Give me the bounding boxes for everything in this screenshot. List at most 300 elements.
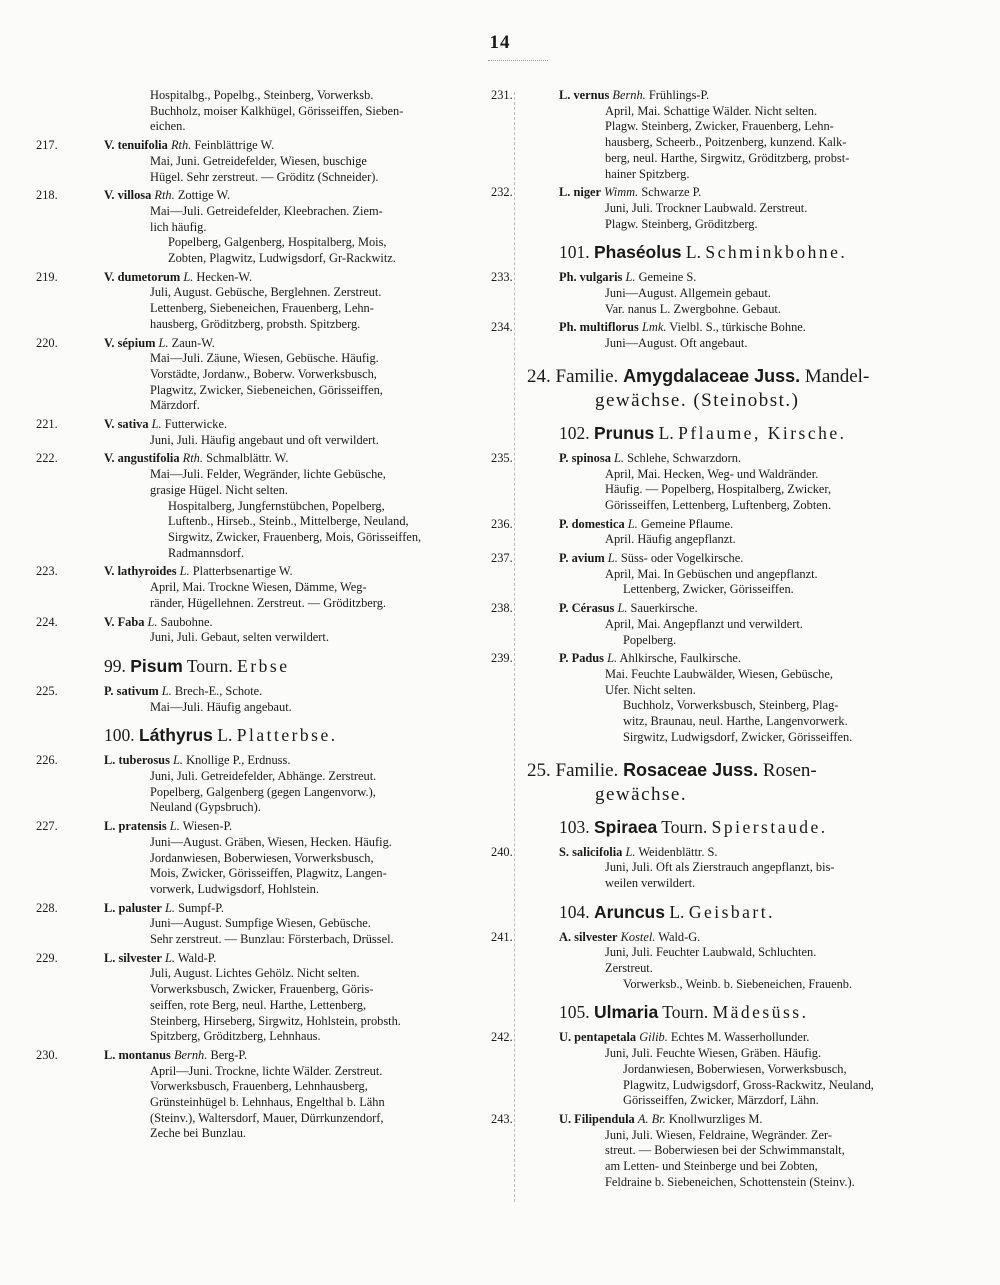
species-number: 243. (491, 1111, 513, 1126)
species-entry (491, 320, 964, 351)
family-heading-line (527, 758, 964, 783)
description-line: Juni, Juli. Häufig angebaut und oft verwildert. (150, 432, 379, 447)
right-column (491, 88, 964, 1193)
species-number: 227. (36, 819, 58, 834)
common-name: Brech-E., Schote. (174, 683, 263, 698)
common-name: Zottige W. (177, 188, 231, 203)
continued-text (72, 88, 504, 135)
genus-abbrev: V. (104, 417, 115, 432)
description-line: Var. nanus L. Zwergbohne. Gebaut. (605, 301, 781, 316)
species-number: 231. (491, 88, 513, 102)
species-header (36, 950, 504, 967)
genus-abbrev: L. (559, 88, 571, 102)
species-header (491, 450, 964, 467)
species-epithet: silvester (574, 929, 618, 944)
species-entry (491, 651, 964, 745)
author: Wimm. (604, 185, 639, 200)
common-name: Gemeine S. (638, 270, 697, 285)
locality-line: Hospitalberg, Jungfernstübchen, Popelberg, (168, 498, 385, 513)
description-line: hausberg, Gröditzberg, probsth. Spitzberg. (150, 316, 361, 331)
species-entry (36, 614, 504, 646)
genus-name: Láthyrus (139, 725, 213, 746)
species-number: 237. (491, 551, 513, 566)
description-line: Mois, Zwicker, Görisseiffen, Plagwitz, Langen- (150, 866, 387, 881)
species-epithet: angustifolia (117, 451, 180, 466)
author: Rth. (170, 138, 192, 153)
genus-abbrev: A. (559, 929, 572, 944)
genus-vernacular: Schminkbohne. (705, 242, 848, 263)
common-name: Vielbl. S., türkische Bohne. (669, 320, 806, 335)
species-entry (491, 844, 964, 892)
species-epithet: tuberosus (118, 753, 170, 768)
common-name: Schmalblättr. W. (206, 451, 289, 466)
description-line: Juni, Juli. Wiesen, Feldraine, Wegränder. Zer- (605, 1127, 832, 1142)
species-epithet: multiflorus (579, 320, 639, 335)
genus-abbrev: P. (559, 450, 569, 465)
genus-abbrev: P. (104, 683, 114, 698)
genus-abbrev: L. (559, 185, 571, 200)
description-line: April, Mai. In Gebüschen und angepflanzt. (605, 566, 818, 581)
species-epithet: sativum (116, 683, 159, 698)
description-line: April, Mai. Trockne Wiesen, Dämme, Weg- (150, 580, 367, 595)
genus-abbrev: L. (104, 753, 116, 768)
description-line: Vorwerksbusch, Frauenberg, Lehnhausberg, (150, 1079, 368, 1094)
page-number-rule (488, 60, 548, 61)
species-header (491, 1030, 964, 1046)
left-column (36, 88, 504, 1145)
common-name: Wald-P. (177, 950, 217, 965)
author: L. (627, 516, 638, 531)
genus-abbrev: P. (559, 601, 569, 616)
family-vernacular: Rosen- (762, 759, 817, 781)
text-line: Hospitalbg., Popelbg., Steinberg, Vorwerksb. (150, 88, 374, 102)
description-line: Mai, Juni. Getreidefelder, Wiesen, buschige (150, 153, 367, 168)
species-epithet: spinosa (571, 450, 611, 465)
common-name: Berg-P. (210, 1047, 248, 1062)
genus-name: Phaséolus (594, 242, 682, 263)
genus-abbrev: Ph. (559, 270, 577, 285)
description-line: streut. — Boberwiesen bei der Schwimmanstalt, (605, 1143, 845, 1158)
description-line: Mai. Feuchte Laubwälder, Wiesen, Gebüsche, (605, 666, 833, 681)
genus-name: Ulmaria (594, 1002, 659, 1023)
genus-vernacular: Erbse (237, 655, 290, 676)
author: L. (161, 683, 172, 698)
common-name: Futterwicke. (164, 417, 228, 432)
species-number: 235. (491, 450, 513, 465)
description-line: April, Mai. Hecken, Weg- und Waldränder. (605, 466, 819, 481)
description-line: Juni, Juli. Trockner Laubwald. Zerstreut. (605, 200, 808, 215)
genus-abbrev: Ph. (559, 320, 577, 335)
genus-heading (72, 725, 504, 745)
genus-abbrev: U. (559, 1111, 572, 1126)
description-line: April—Juni. Trockne, lichte Wälder. Zerstreut. (150, 1063, 383, 1078)
species-number: 224. (36, 614, 58, 629)
family-vernacular-cont: gewächse. (595, 783, 688, 805)
locality-line: Vorwerksb., Weinb. b. Siebeneichen, Frauenb. (623, 976, 853, 991)
author: Kostel. (620, 929, 656, 944)
species-entry (36, 819, 504, 898)
genus-number: 102. (559, 422, 590, 443)
genus-name: Pisum (130, 655, 183, 676)
locality-line: Buchholz, Vorwerksbusch, Steinberg, Plag- (623, 698, 839, 713)
genus-abbrev: V. (104, 614, 115, 629)
locality-line: Jordanwiesen, Boberwiesen, Vorwerksbusch, (623, 1061, 847, 1076)
species-header (36, 900, 504, 917)
locality-line: Sirgwitz, Zwicker, Frauenberg, Mois, Görisseiffen, (168, 529, 422, 544)
genus-abbrev: L. (104, 900, 116, 915)
description-line: Sehr zerstreut. — Bunzlau: Försterbach, Drüssel. (150, 932, 394, 947)
author: L. (607, 651, 618, 666)
species-number: 230. (36, 1047, 58, 1062)
genus-author: L. (669, 901, 685, 922)
species-entry (36, 564, 504, 611)
species-header (36, 335, 504, 352)
description-line: Lettenberg, Siebeneichen, Frauenberg, Lehn- (150, 301, 374, 316)
species-entry (491, 516, 964, 548)
common-name: Wiesen-P. (182, 819, 233, 834)
family-label: Familie. (555, 759, 619, 781)
species-header (491, 516, 964, 533)
species-entry (36, 451, 504, 561)
genus-vernacular: Spierstaude. (711, 816, 828, 837)
genus-heading (527, 242, 964, 262)
description-line: weilen verwildert. (605, 875, 696, 890)
species-entry (36, 335, 504, 415)
species-header (36, 819, 504, 835)
species-entry (36, 753, 504, 816)
genus-number: 103. (559, 816, 590, 837)
species-header (491, 320, 964, 336)
common-name: Saubohne. (160, 614, 213, 629)
description-line: Vorstädte, Jordanw., Boberw. Vorwerksbusch, (150, 366, 377, 381)
common-name: Knollwurzliges M. (668, 1111, 763, 1126)
genus-author: L. (217, 725, 233, 746)
description-line: grasige Hügel. Nicht selten. (150, 482, 288, 497)
author: L. (183, 269, 194, 284)
description-line: lich häufig. (150, 219, 207, 234)
species-entry (491, 929, 964, 993)
common-name: Weidenblättr. S. (638, 844, 718, 859)
genus-number: 105. (559, 1002, 590, 1023)
genus-author: Tourn. (186, 655, 233, 676)
common-name: Sumpf-P. (178, 900, 224, 915)
genus-abbrev: U. (559, 1030, 572, 1045)
description-line: Feldraine b. Siebeneichen, Schottenstein (Steinv.). (605, 1174, 855, 1189)
species-header (491, 551, 964, 567)
species-entry (36, 417, 504, 448)
author: L. (164, 900, 175, 915)
locality-line: Zobten, Plagwitz, Ludwigsdorf, Gr-Rackwitz. (168, 251, 396, 266)
species-epithet: niger (573, 185, 602, 200)
species-entry (491, 270, 964, 317)
species-number: 238. (491, 601, 513, 616)
description-line: Plagw. Steinberg, Gröditzberg. (605, 216, 758, 231)
description-line: (Steinv.), Waltersdorf, Mauer, Dürrkunzendorf, (150, 1110, 384, 1125)
description-line: April. Häufig angepflanzt. (605, 532, 736, 547)
description-line: Mai—Juli. Felder, Wegränder, lichte Gebüsche, (150, 467, 386, 482)
author: L. (614, 450, 625, 465)
description-line: Hügel. Sehr zerstreut. — Gröditz (Schneider). (150, 169, 379, 184)
species-number: 225. (36, 683, 58, 698)
common-name: Sauerkirsche. (630, 601, 698, 616)
description-line: Mai—Juli. Zäune, Wiesen, Gebüsche. Häufig. (150, 351, 379, 366)
locality-line: Radmannsdorf. (168, 545, 245, 560)
common-name: Zaun-W. (171, 335, 215, 350)
description-line: Vorwerksbusch, Zwicker, Frauenberg, Göris- (150, 982, 374, 997)
genus-abbrev: V. (104, 451, 115, 466)
genus-vernacular: Platterbse. (236, 725, 338, 746)
species-number: 232. (491, 185, 513, 200)
species-epithet: silvester (118, 950, 162, 965)
genus-author: L. (658, 422, 674, 443)
common-name: Süss- oder Vogelkirsche. (620, 551, 744, 566)
species-header (491, 929, 964, 946)
species-header (491, 601, 964, 617)
species-header (491, 1111, 964, 1128)
description-line: Zeche bei Bunzlau. (150, 1126, 246, 1141)
author: Rth. (182, 451, 203, 466)
genus-name: Prunus (594, 422, 655, 443)
description-line: hainer Spitzberg. (605, 166, 690, 181)
species-number: 218. (36, 188, 58, 203)
locality-line: Görisseiffen, Zwicker, Märzdorf, Lähn. (623, 1093, 819, 1108)
description-line: Juni, Juli. Feuchter Laubwald, Schluchten. (605, 945, 817, 960)
family-label: Familie. (555, 365, 619, 387)
species-number: 217. (36, 138, 58, 153)
species-epithet: montanus (118, 1047, 171, 1062)
species-epithet: vernus (573, 88, 610, 102)
family-heading (527, 758, 964, 807)
species-entry (491, 1030, 964, 1109)
species-header (36, 451, 504, 467)
common-name: Echtes M. Wasserhollunder. (670, 1030, 810, 1045)
locality-line: Plagwitz, Ludwigsdorf, Gross-Rackwitz, Neuland, (623, 1077, 874, 1092)
species-entry (491, 601, 964, 648)
species-entry (491, 450, 964, 514)
species-epithet: sépium (117, 335, 156, 350)
author: Lmk. (641, 320, 667, 335)
species-number: 239. (491, 651, 513, 666)
description-line: Häufig. — Popelberg, Hospitalberg, Zwicker, (605, 482, 832, 497)
description-line: Juni, Juli. Gebaut, selten verwildert. (150, 630, 329, 645)
genus-heading (527, 817, 964, 837)
author: L. (151, 417, 162, 432)
genus-number: 100. (104, 725, 135, 746)
author: Bernh. (612, 88, 646, 102)
species-number: 236. (491, 516, 513, 531)
genus-abbrev: L. (104, 819, 116, 834)
species-header (36, 614, 504, 631)
species-header (36, 269, 504, 286)
species-entry (36, 1047, 504, 1142)
description-line: Juni—August. Allgemein gebaut. (605, 286, 771, 301)
genus-heading (527, 1002, 964, 1022)
common-name: Schwarze P. (641, 185, 702, 200)
common-name: Knollige P., Erdnuss. (186, 753, 291, 768)
page-number: 14 (489, 32, 511, 53)
author: L. (179, 564, 190, 579)
species-epithet: salicifolia (572, 844, 623, 859)
description-line: ränder, Hügellehnen. Zerstreut. — Gröditzberg. (150, 595, 386, 610)
description-line: vorwerk, Ludwigsdorf, Hohlstein. (150, 881, 319, 896)
locality-line: Popelberg. (623, 632, 677, 647)
description-line: Juni, Juli. Feuchte Wiesen, Gräben. Häufig. (605, 1046, 822, 1061)
genus-author: L. (685, 242, 701, 263)
species-number: 240. (491, 844, 513, 859)
species-number: 219. (36, 269, 58, 284)
description-line: Juni—August. Oft angebaut. (605, 336, 748, 351)
common-name: Wald-G. (658, 929, 701, 944)
author: L. (625, 270, 636, 285)
common-name: Hecken-W. (196, 269, 253, 284)
family-name: Rosaceae Juss. (623, 759, 759, 780)
species-header (36, 417, 504, 433)
species-header (491, 270, 964, 286)
species-header (36, 753, 504, 769)
text-line: Buchholz, moiser Kalkhügel, Görisseiffen, Sieben- (150, 103, 404, 118)
genus-heading (527, 423, 964, 443)
author: L. (164, 950, 175, 965)
species-number: 234. (491, 320, 513, 335)
column-divider (514, 92, 515, 1202)
species-number: 242. (491, 1030, 513, 1045)
description-line: Juni—August. Gräben, Wiesen, Hecken. Häufig. (150, 834, 392, 849)
genus-author: Tourn. (661, 816, 708, 837)
genus-abbrev: V. (104, 564, 115, 579)
author: L. (617, 601, 628, 616)
common-name: Ahlkirsche, Faulkirsche. (619, 651, 742, 666)
author: L. (625, 844, 636, 859)
genus-abbrev: P. (559, 516, 569, 531)
species-header (491, 88, 964, 104)
species-epithet: avium (571, 551, 605, 566)
description-line: April, Mai. Schattige Wälder. Nicht selten. (605, 103, 818, 118)
genus-name: Aruncus (594, 901, 665, 922)
genus-vernacular: Geisbart. (688, 901, 775, 922)
author: A. Br. (637, 1111, 666, 1126)
description-line: seiffen, rote Berg, neul. Harthe, Lettenberg, (150, 997, 367, 1012)
species-number: 221. (36, 417, 58, 432)
description-line: am Letten- und Steinberge und bei Zobten, (605, 1159, 818, 1174)
description-line: Spitzberg, Gröditzberg, Lehnhaus. (150, 1029, 321, 1044)
species-number: 228. (36, 900, 58, 915)
common-name: Frühlings-P. (648, 88, 710, 102)
species-number: 229. (36, 950, 58, 965)
genus-name: Spiraea (594, 816, 658, 837)
genus-abbrev: S. (559, 844, 569, 859)
author: L. (158, 335, 169, 350)
species-entry (36, 950, 504, 1045)
species-entry (36, 900, 504, 948)
species-entry (491, 551, 964, 598)
author: L. (173, 753, 184, 768)
species-number: 226. (36, 753, 58, 768)
description-line: Grünsteinhügel b. Lehnhaus, Engelthal b. Lähn (150, 1095, 385, 1110)
species-entry (491, 88, 964, 182)
locality-line: witz, Braunau, neul. Harthe, Langenvorwerk. (623, 714, 848, 729)
species-header (36, 1047, 504, 1064)
species-epithet: pratensis (118, 819, 167, 834)
family-vernacular-cont: gewächse. (Steinobst.) (595, 389, 800, 411)
author: Gilib. (639, 1030, 668, 1045)
description-line: Plagw. Steinberg, Zwicker, Frauenberg, Lehn- (605, 119, 834, 134)
species-header (491, 651, 964, 667)
author: L. (607, 551, 618, 566)
species-number: 233. (491, 270, 513, 285)
description-line: Juni, Juli. Getreidefelder, Abhänge. Zerstreut. (150, 769, 377, 784)
species-entry (36, 269, 504, 333)
locality-line: Sirgwitz, Ludwigsdorf, Zwicker, Görisseiffen. (623, 729, 853, 744)
species-epithet: Filipendula (574, 1111, 635, 1126)
description-line: Mai—Juli. Häufig angebaut. (150, 699, 292, 714)
genus-number: 101. (559, 242, 590, 263)
locality-line: Luftenb., Hirseb., Steinb., Mittelberge, Neuland, (168, 514, 409, 529)
text-line: eichen. (150, 119, 186, 134)
species-epithet: Cérasus (571, 601, 615, 616)
species-epithet: tenuifolia (117, 138, 168, 153)
family-number: 24. (527, 365, 551, 387)
locality-line: Lettenberg, Zwicker, Görisseiffen. (623, 582, 794, 597)
species-header (491, 844, 964, 861)
genus-heading (527, 902, 964, 922)
family-heading-line (527, 364, 964, 389)
species-entry (36, 138, 504, 185)
author: Rth. (154, 188, 175, 203)
species-number: 222. (36, 451, 58, 466)
description-line: berg, neul. Harthe, Sirgwitz, Gröditzberg, probst- (605, 150, 850, 165)
species-epithet: dumetorum (117, 269, 181, 284)
species-epithet: vulgaris (579, 270, 623, 285)
author: L. (169, 819, 180, 834)
species-epithet: villosa (117, 188, 152, 203)
author: L. (147, 614, 158, 629)
locality-line: Popelberg, Galgenberg, Hospitalberg, Mois, (168, 235, 387, 250)
genus-number: 99. (104, 655, 126, 676)
species-entry (36, 188, 504, 267)
common-name: Gemeine Pflaume. (640, 516, 734, 531)
species-number: 220. (36, 335, 58, 350)
description-line: Popelberg, Galgenberg (gegen Langenvorw.), (150, 784, 376, 799)
species-number: 223. (36, 564, 58, 579)
description-line: Jordanwiesen, Boberwiesen, Vorwerksbusch, (150, 850, 374, 865)
genus-abbrev: V. (104, 188, 115, 203)
family-name: Amygdalaceae Juss. (623, 365, 801, 386)
common-name: Platterbsenartige W. (192, 564, 293, 579)
description-line: Neuland (Gypsbruch). (150, 800, 261, 815)
genus-abbrev: V. (104, 269, 115, 284)
genus-abbrev: V. (104, 335, 115, 350)
description-line: hausberg, Scheerb., Poitzenberg, kunzend. Kalk- (605, 135, 847, 150)
description-line: Görisseiffen, Lettenberg, Luftenberg, Zobten. (605, 497, 832, 512)
genus-abbrev: L. (104, 1047, 116, 1062)
genus-author: Tourn. (662, 1002, 709, 1023)
common-name: Feinblättrige W. (194, 138, 275, 153)
genus-abbrev: V. (104, 138, 115, 153)
species-entry (491, 185, 964, 232)
species-epithet: Padus (571, 651, 605, 666)
common-name: Schlehe, Schwarzdorn. (627, 450, 742, 465)
species-epithet: paluster (118, 900, 162, 915)
species-epithet: domestica (571, 516, 625, 531)
species-header (491, 185, 964, 201)
description-line: Juli, August. Lichtes Gehölz. Nicht selten. (150, 966, 360, 981)
genus-heading (72, 656, 504, 676)
species-epithet: lathyroides (117, 564, 177, 579)
description-line: Plagwitz, Zwicker, Siebeneichen, Görisseiffen, (150, 382, 383, 397)
description-line: Juni, Juli. Oft als Zierstrauch angepflanzt, bis- (605, 860, 835, 875)
description-line: Ufer. Nicht selten. (605, 682, 696, 697)
family-number: 25. (527, 759, 551, 781)
